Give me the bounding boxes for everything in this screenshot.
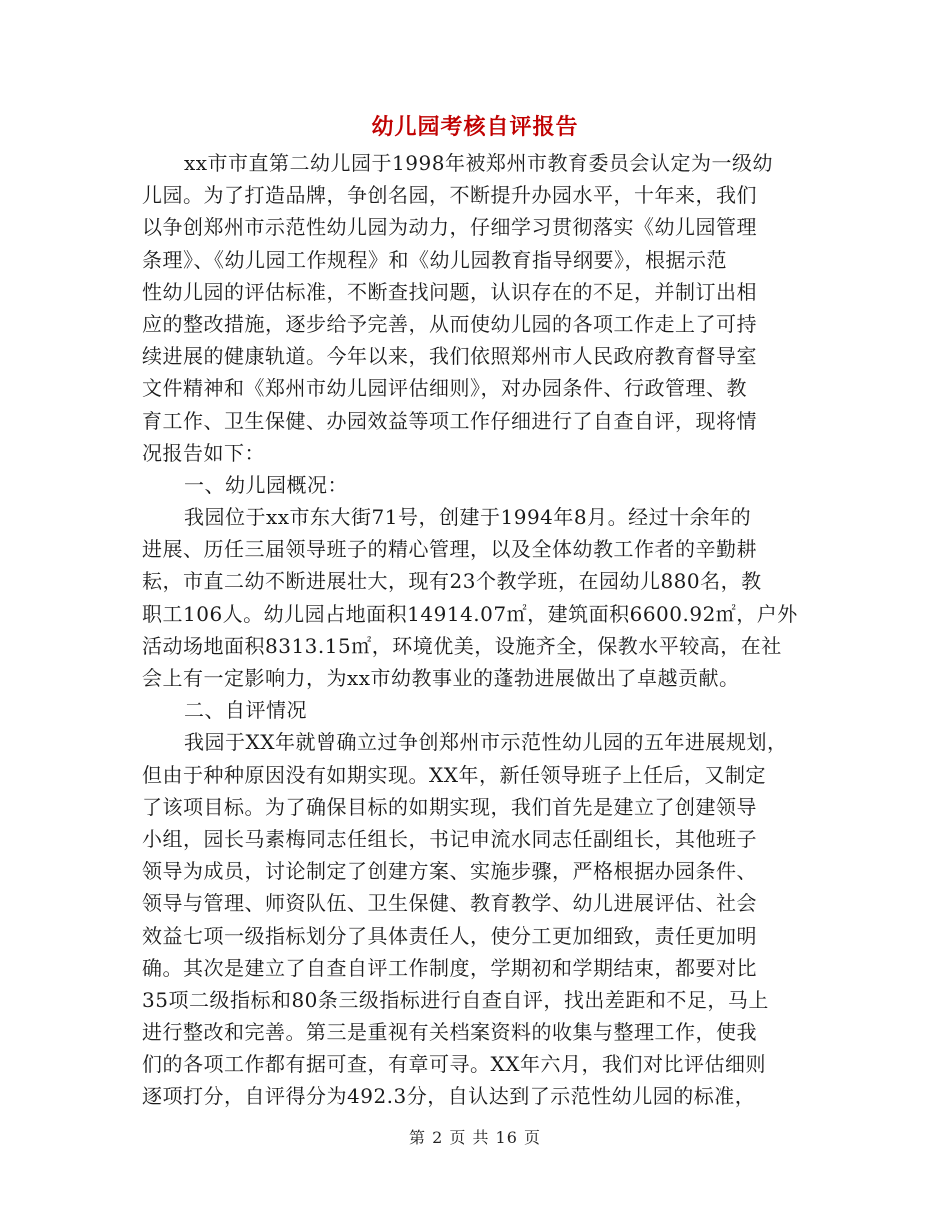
body-line: 况报告如下：	[142, 440, 265, 465]
section-heading: 二、自评情况	[184, 698, 307, 723]
page-footer: 第 2 页 共 16 页	[409, 1128, 541, 1147]
body-line: 我园于XX年就曾确立过争创郑州市示范性幼儿园的五年进展规划，	[184, 730, 788, 755]
body-line: 性幼儿园的评估标准，不断查找问题，认识存在的不足，并制订出相	[142, 279, 757, 304]
body-line: 但由于种种原因没有如期实现。XX年，新任领导班子上任后，又制定	[142, 762, 766, 787]
body-line: 小组，园长马素梅同志任组长，书记申流水同志任副组长，其他班子	[142, 826, 757, 851]
body-line: 确。其次是建立了自查自评工作制度，学期初和学期结束，都要对比	[142, 955, 757, 980]
body-line: 条理》、《幼儿园工作规程》和《幼儿园教育指导纲要》，根据示范	[142, 247, 727, 272]
body-line: 活动场地面积8313.15㎡，环境优美，设施齐全，保教水平较高，在社	[142, 633, 782, 658]
body-line: 了该项目标。为了确保目标的如期实现，我们首先是建立了创建领导	[142, 794, 757, 819]
body-line: 领导与管理、师资队伍、卫生保健、教育教学、幼儿进展评估、社会	[142, 891, 757, 916]
body-line: 进展、历任三届领导班子的精心管理，以及全体幼教工作者的辛勤耕	[142, 537, 757, 562]
body-line: 们的各项工作都有据可查，有章可寻。XX年六月，我们对比评估细则	[142, 1052, 766, 1077]
body-line: 儿园。为了打造品牌，争创名园，不断提升办园水平，十年来，我们	[142, 183, 757, 208]
document-body	[142, 147, 822, 1113]
body-line: 耘，市直二幼不断进展壮大，现有23个教学班，在园幼儿880名，教	[142, 569, 762, 594]
body-line: 领导为成员，讨论制定了创建方案、实施步骤，严格根据办园条件、	[142, 859, 757, 884]
body-line: xx市市直第二幼儿园于1998年被郑州市教育委员会认定为一级幼	[184, 151, 773, 175]
body-line: 应的整改措施，逐步给予完善，从而使幼儿园的各项工作走上了可持	[142, 311, 757, 336]
body-line: 以争创郑州市示范性幼儿园为动力，仔细学习贯彻落实《幼儿园管理	[142, 215, 757, 240]
body-line: 逐项打分，自评得分为492.3分，自认达到了示范性幼儿园的标准，	[142, 1084, 756, 1109]
body-line: 职工106人。幼儿园占地面积14914.07㎡，建筑面积6600.92㎡，户外	[142, 601, 798, 626]
body-line: 效益七项一级指标划分了具体责任人，使分工更加细致，责任更加明	[142, 923, 757, 948]
body-line: 续进展的健康轨道。今年以来，我们依照郑州市人民政府教育督导室	[142, 344, 757, 369]
document-title: 幼儿园考核自评报告	[371, 114, 579, 140]
body-line: 进行整改和完善。第三是重视有关档案资料的收集与整理工作，使我	[142, 1020, 757, 1045]
section-heading: 一、幼儿园概况：	[184, 472, 348, 497]
body-line: 35项二级指标和80条三级指标进行自查自评，找出差距和不足，马上	[142, 987, 769, 1012]
body-line: 文件精神和《郑州市幼儿园评估细则》，对办园条件、行政管理、教	[142, 376, 747, 401]
body-line: 会上有一定影响力，为xx市幼教事业的蓬勃进展做出了卓越贡献。	[142, 666, 740, 690]
body-line: 育工作、卫生保健、办园效益等项工作仔细进行了自查自评，现将情	[142, 408, 757, 433]
body-line: 我园位于xx市东大街71号，创建于1994年8月。经过十余年的	[184, 505, 752, 530]
